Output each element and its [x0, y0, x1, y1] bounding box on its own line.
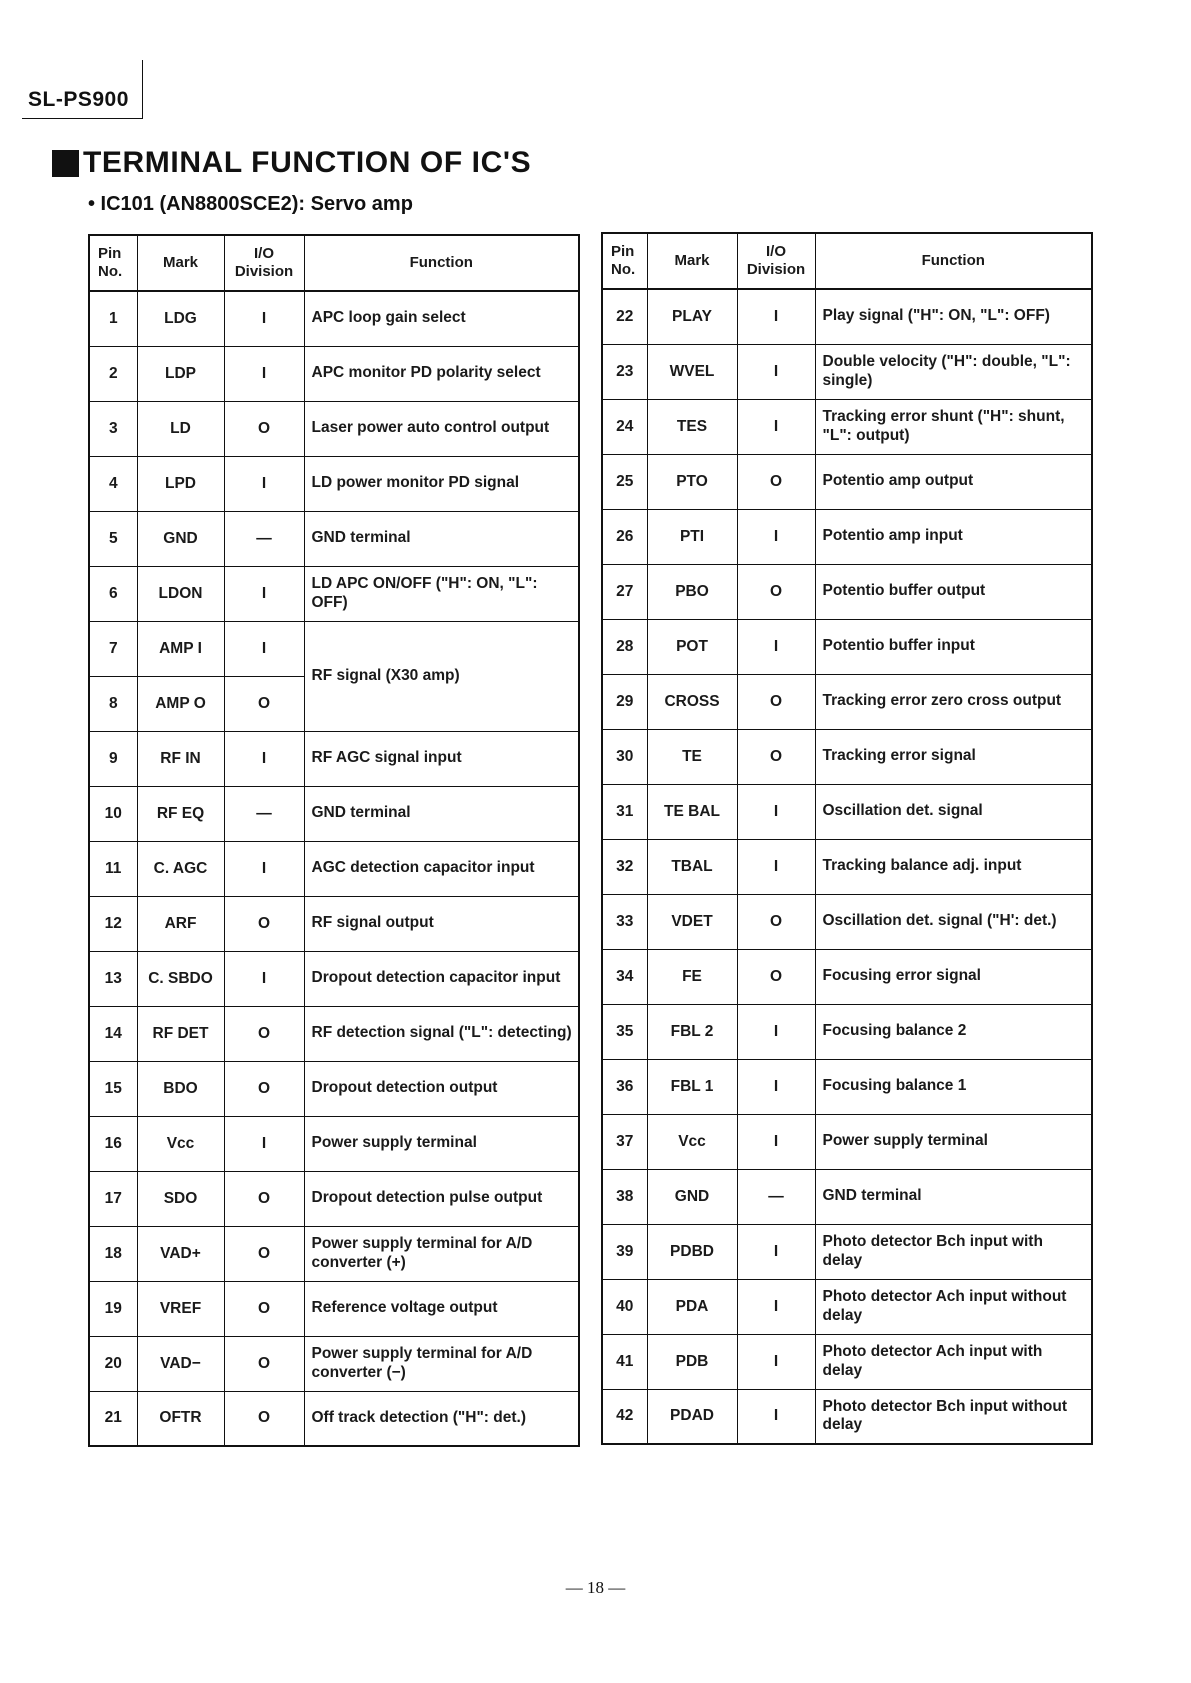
table-row — [602, 509, 1092, 564]
io-cell: — — [224, 511, 304, 566]
mark-cell: FBL 2 — [647, 1004, 737, 1059]
mark-cell: VAD− — [137, 1336, 224, 1391]
function-cell: Photo detector Bch input with delay — [815, 1224, 1092, 1279]
table-row — [89, 401, 579, 456]
table-header-row — [89, 235, 579, 291]
pin-no-cell: 14 — [89, 1006, 137, 1061]
table-row — [602, 344, 1092, 399]
mark-cell: RF EQ — [137, 786, 224, 841]
ic-subtitle: • IC101 (AN8800SCE2): Servo amp — [88, 193, 413, 215]
function-cell: Power supply terminal — [304, 1116, 579, 1171]
pin-no-cell: 6 — [89, 566, 137, 621]
mark-cell: TE — [647, 729, 737, 784]
io-cell: I — [737, 399, 815, 454]
pin-no-cell: 24 — [602, 399, 647, 454]
table-row — [89, 1391, 579, 1446]
pin-no-cell: 9 — [89, 731, 137, 786]
mark-cell: LD — [137, 401, 224, 456]
table-row — [602, 674, 1092, 729]
pin-no-cell: 41 — [602, 1334, 647, 1389]
function-cell: RF detection signal ("L": detecting) — [304, 1006, 579, 1061]
table-row — [89, 456, 579, 511]
table-row — [602, 1334, 1092, 1389]
pin-no-cell: 32 — [602, 839, 647, 894]
pin-no-cell: 34 — [602, 949, 647, 1004]
function-cell: Play signal ("H": ON, "L": OFF) — [815, 289, 1092, 344]
mark-cell: RF DET — [137, 1006, 224, 1061]
mark-cell: Vcc — [137, 1116, 224, 1171]
pin-no-cell: 15 — [89, 1061, 137, 1116]
io-cell: O — [224, 676, 304, 731]
header-io-division: I/O Division — [737, 233, 815, 289]
io-cell: O — [737, 894, 815, 949]
mark-cell: OFTR — [137, 1391, 224, 1446]
function-cell: Tracking error signal — [815, 729, 1092, 784]
function-cell: Potentio amp output — [815, 454, 1092, 509]
table-row — [89, 1336, 579, 1391]
function-cell: RF signal (X30 amp) — [304, 621, 579, 731]
table-row — [602, 839, 1092, 894]
pin-no-cell: 1 — [89, 291, 137, 346]
function-cell: APC monitor PD polarity select — [304, 346, 579, 401]
pin-no-cell: 39 — [602, 1224, 647, 1279]
pin-no-cell: 19 — [89, 1281, 137, 1336]
io-cell: O — [224, 1281, 304, 1336]
io-cell: I — [737, 1059, 815, 1114]
pin-no-cell: 37 — [602, 1114, 647, 1169]
function-cell: Power supply terminal — [815, 1114, 1092, 1169]
function-cell: APC loop gain select — [304, 291, 579, 346]
header-mark: Mark — [647, 233, 737, 289]
mark-cell: TES — [647, 399, 737, 454]
pin-no-cell: 22 — [602, 289, 647, 344]
mark-cell: CROSS — [647, 674, 737, 729]
mark-cell: PTI — [647, 509, 737, 564]
mark-cell: FBL 1 — [647, 1059, 737, 1114]
function-cell: Oscillation det. signal ("H': det.) — [815, 894, 1092, 949]
table-row — [602, 784, 1092, 839]
header-io-division: I/O Division — [224, 235, 304, 291]
function-cell: Focusing balance 1 — [815, 1059, 1092, 1114]
pin-no-cell: 30 — [602, 729, 647, 784]
table-row — [89, 566, 579, 621]
table-row — [89, 951, 579, 1006]
io-cell: I — [737, 1114, 815, 1169]
function-cell: LD APC ON/OFF ("H": ON, "L": OFF) — [304, 566, 579, 621]
io-cell: O — [224, 1061, 304, 1116]
io-cell: I — [224, 841, 304, 896]
pin-table-right — [601, 232, 1093, 1445]
io-cell: — — [224, 786, 304, 841]
table-row — [89, 511, 579, 566]
table-row — [602, 1059, 1092, 1114]
io-cell: O — [737, 949, 815, 1004]
header-mark: Mark — [137, 235, 224, 291]
table-row — [602, 1004, 1092, 1059]
function-cell: Laser power auto control output — [304, 401, 579, 456]
page-number: — 18 — — [565, 1578, 626, 1597]
pin-no-cell: 17 — [89, 1171, 137, 1226]
table-header-row — [602, 233, 1092, 289]
mark-cell: C. SBDO — [137, 951, 224, 1006]
pin-no-cell: 40 — [602, 1279, 647, 1334]
io-cell: I — [224, 456, 304, 511]
pin-no-cell: 16 — [89, 1116, 137, 1171]
table-row — [89, 1061, 579, 1116]
pin-no-cell: 25 — [602, 454, 647, 509]
pin-no-cell: 18 — [89, 1226, 137, 1281]
io-cell: O — [737, 564, 815, 619]
pin-no-cell: 10 — [89, 786, 137, 841]
mark-cell: LDON — [137, 566, 224, 621]
mark-cell: ARF — [137, 896, 224, 951]
pin-no-cell: 29 — [602, 674, 647, 729]
pin-no-cell: 3 — [89, 401, 137, 456]
table-row — [602, 894, 1092, 949]
function-cell: Dropout detection output — [304, 1061, 579, 1116]
io-cell: I — [737, 619, 815, 674]
pin-no-cell: 26 — [602, 509, 647, 564]
mark-cell: Vcc — [647, 1114, 737, 1169]
table-row — [89, 731, 579, 786]
pin-no-cell: 42 — [602, 1389, 647, 1444]
io-cell: O — [737, 674, 815, 729]
mark-cell: PDB — [647, 1334, 737, 1389]
io-cell: O — [224, 1171, 304, 1226]
mark-cell: VDET — [647, 894, 737, 949]
io-cell: I — [737, 344, 815, 399]
function-cell: Tracking error shunt ("H": shunt, "L": output) — [815, 399, 1092, 454]
io-cell: I — [737, 1334, 815, 1389]
table-row — [89, 1226, 579, 1281]
section-title: TERMINAL FUNCTION OF IC'S — [83, 146, 532, 179]
pin-no-cell: 13 — [89, 951, 137, 1006]
function-cell: GND terminal — [304, 786, 579, 841]
model-number: SL-PS900 — [28, 88, 129, 111]
function-cell: Tracking balance adj. input — [815, 839, 1092, 894]
io-cell: I — [224, 346, 304, 401]
function-cell: Dropout detection pulse output — [304, 1171, 579, 1226]
io-cell: I — [224, 731, 304, 786]
table-row — [89, 291, 579, 346]
pin-no-cell: 28 — [602, 619, 647, 674]
io-cell: O — [224, 1336, 304, 1391]
table-row — [602, 454, 1092, 509]
table-row — [89, 786, 579, 841]
table-row — [602, 289, 1092, 344]
function-cell: GND terminal — [304, 511, 579, 566]
io-cell: I — [224, 566, 304, 621]
function-cell: GND terminal — [815, 1169, 1092, 1224]
pin-no-cell: 27 — [602, 564, 647, 619]
header-function: Function — [815, 233, 1092, 289]
model-label-box — [22, 60, 143, 119]
header-pin-no: Pin No. — [89, 235, 137, 291]
pin-no-cell: 7 — [89, 621, 137, 676]
mark-cell: AMP I — [137, 621, 224, 676]
function-cell: Focusing error signal — [815, 949, 1092, 1004]
mark-cell: PDA — [647, 1279, 737, 1334]
pin-no-cell: 38 — [602, 1169, 647, 1224]
pin-no-cell: 12 — [89, 896, 137, 951]
io-cell: O — [737, 454, 815, 509]
io-cell: I — [737, 289, 815, 344]
function-cell: RF AGC signal input — [304, 731, 579, 786]
pin-no-cell: 11 — [89, 841, 137, 896]
io-cell: I — [737, 509, 815, 564]
table-row — [89, 1006, 579, 1061]
pin-rows-left — [89, 291, 579, 1446]
io-cell: — — [737, 1169, 815, 1224]
pin-no-cell: 31 — [602, 784, 647, 839]
table-row — [602, 729, 1092, 784]
pin-no-cell: 5 — [89, 511, 137, 566]
table-row — [602, 1114, 1092, 1169]
io-cell: O — [737, 729, 815, 784]
mark-cell: BDO — [137, 1061, 224, 1116]
function-cell: Photo detector Bch input without delay — [815, 1389, 1092, 1444]
table-row — [602, 619, 1092, 674]
bullet-square-icon — [52, 150, 79, 177]
io-cell: O — [224, 1006, 304, 1061]
mark-cell: AMP O — [137, 676, 224, 731]
mark-cell: PDAD — [647, 1389, 737, 1444]
table-row — [602, 1389, 1092, 1444]
function-cell: Photo detector Ach input with delay — [815, 1334, 1092, 1389]
header-pin-no: Pin No. — [602, 233, 647, 289]
pin-no-cell: 4 — [89, 456, 137, 511]
function-cell: Reference voltage output — [304, 1281, 579, 1336]
io-cell: I — [737, 1224, 815, 1279]
io-cell: O — [224, 1391, 304, 1446]
mark-cell: TE BAL — [647, 784, 737, 839]
table-row — [89, 346, 579, 401]
io-cell: O — [224, 1226, 304, 1281]
table-row — [89, 621, 579, 676]
mark-cell: POT — [647, 619, 737, 674]
mark-cell: GND — [137, 511, 224, 566]
function-cell: Focusing balance 2 — [815, 1004, 1092, 1059]
io-cell: I — [224, 1116, 304, 1171]
pin-no-cell: 2 — [89, 346, 137, 401]
header-function: Function — [304, 235, 579, 291]
table-row — [89, 1171, 579, 1226]
mark-cell: C. AGC — [137, 841, 224, 896]
table-row — [602, 1279, 1092, 1334]
mark-cell: LDP — [137, 346, 224, 401]
function-cell: Potentio buffer output — [815, 564, 1092, 619]
pin-rows-right — [602, 289, 1092, 1444]
mark-cell: TBAL — [647, 839, 737, 894]
pin-no-cell: 33 — [602, 894, 647, 949]
mark-cell: PTO — [647, 454, 737, 509]
io-cell: O — [224, 401, 304, 456]
mark-cell: VAD+ — [137, 1226, 224, 1281]
function-cell: Tracking error zero cross output — [815, 674, 1092, 729]
pin-no-cell: 8 — [89, 676, 137, 731]
table-row — [602, 564, 1092, 619]
io-cell: I — [737, 1004, 815, 1059]
table-row — [89, 1116, 579, 1171]
mark-cell: PLAY — [647, 289, 737, 344]
pin-no-cell: 23 — [602, 344, 647, 399]
section-heading — [52, 146, 531, 180]
pin-no-cell: 36 — [602, 1059, 647, 1114]
function-cell: Dropout detection capacitor input — [304, 951, 579, 1006]
io-cell: I — [224, 951, 304, 1006]
function-cell: Off track detection ("H": det.) — [304, 1391, 579, 1446]
mark-cell: WVEL — [647, 344, 737, 399]
function-cell: AGC detection capacitor input — [304, 841, 579, 896]
table-row — [602, 1169, 1092, 1224]
table-row — [602, 1224, 1092, 1279]
table-row — [602, 949, 1092, 1004]
mark-cell: FE — [647, 949, 737, 1004]
pin-table-left — [88, 234, 580, 1447]
io-cell: I — [737, 839, 815, 894]
mark-cell: RF IN — [137, 731, 224, 786]
mark-cell: LDG — [137, 291, 224, 346]
function-cell: Oscillation det. signal — [815, 784, 1092, 839]
function-cell: Power supply terminal for A/D converter (−) — [304, 1336, 579, 1391]
function-cell: Photo detector Ach input without delay — [815, 1279, 1092, 1334]
function-cell: LD power monitor PD signal — [304, 456, 579, 511]
mark-cell: PDBD — [647, 1224, 737, 1279]
mark-cell: PBO — [647, 564, 737, 619]
function-cell: Potentio amp input — [815, 509, 1092, 564]
io-cell: O — [224, 896, 304, 951]
io-cell: I — [737, 784, 815, 839]
table-row — [602, 399, 1092, 454]
table-row — [89, 1281, 579, 1336]
mark-cell: SDO — [137, 1171, 224, 1226]
io-cell: I — [224, 621, 304, 676]
table-row — [89, 896, 579, 951]
pin-no-cell: 21 — [89, 1391, 137, 1446]
io-cell: I — [224, 291, 304, 346]
table-row — [89, 841, 579, 896]
io-cell: I — [737, 1279, 815, 1334]
function-cell: Potentio buffer input — [815, 619, 1092, 674]
io-cell: I — [737, 1389, 815, 1444]
mark-cell: GND — [647, 1169, 737, 1224]
function-cell: Double velocity ("H": double, "L": single) — [815, 344, 1092, 399]
pin-no-cell: 20 — [89, 1336, 137, 1391]
mark-cell: LPD — [137, 456, 224, 511]
pin-no-cell: 35 — [602, 1004, 647, 1059]
function-cell: Power supply terminal for A/D converter (+) — [304, 1226, 579, 1281]
mark-cell: VREF — [137, 1281, 224, 1336]
function-cell: RF signal output — [304, 896, 579, 951]
